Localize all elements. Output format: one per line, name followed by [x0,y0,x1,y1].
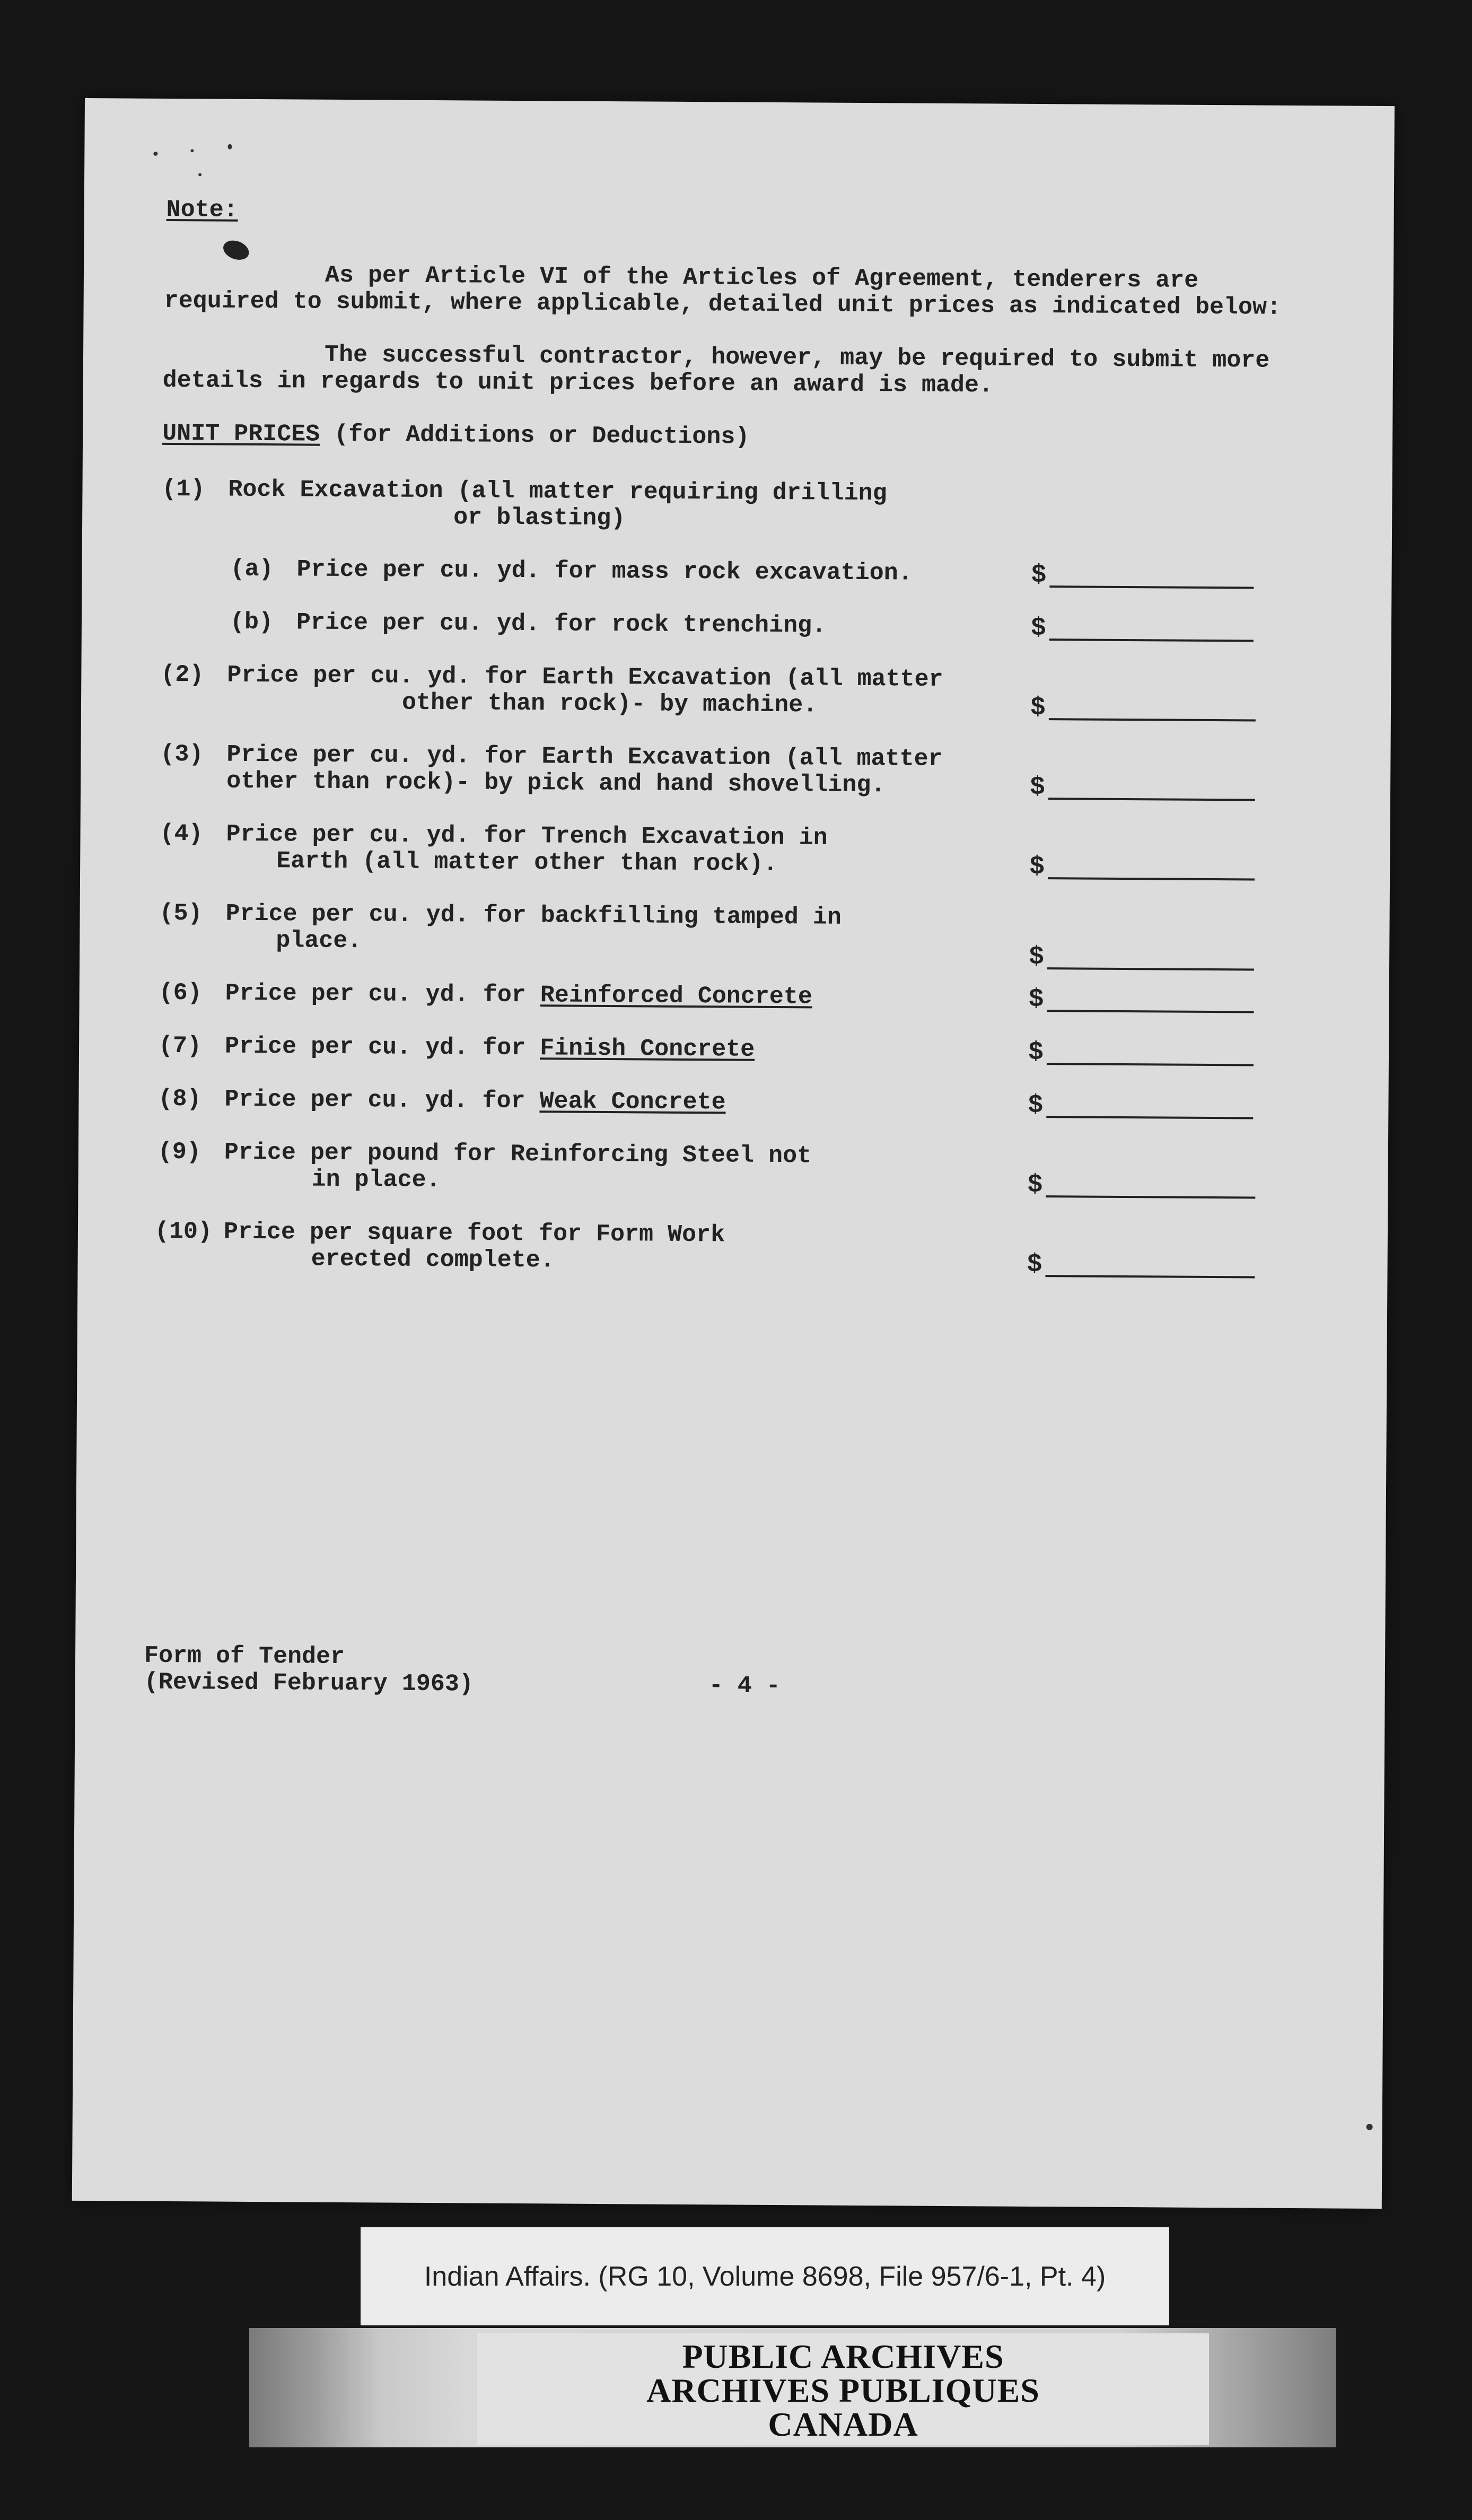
price-blank[interactable] [1049,718,1256,721]
item-number: (10) [154,1218,213,1246]
item-text: Earth (all matter other than rock). [276,847,778,878]
item-number: (9) [157,1138,201,1166]
item-text [225,1034,755,1063]
unit-prices-title [162,421,750,451]
stamp-line-2: ARCHIVES PUBLIQUES [646,2372,1040,2409]
price-blank[interactable] [1048,798,1255,801]
item-text [225,981,812,1011]
unit-prices-heading: UNIT PRICES [162,419,320,448]
price-blank[interactable] [1049,638,1254,642]
price-blank[interactable] [1045,1275,1255,1278]
item-text: Price per cu. yd. for Trench Excavation in [226,820,828,852]
item-number: (5) [159,899,203,928]
page-number: - 4 - [708,1672,781,1700]
dollar-sign: $ [1031,561,1047,590]
item-text: Rock Excavation (all matter requiring drilling [228,476,887,508]
item-text [224,1087,725,1116]
price-blank[interactable] [1046,1116,1253,1119]
dollar-sign: $ [1029,852,1045,882]
dollar-sign: $ [1027,1170,1043,1200]
item-number: (8) [158,1085,201,1113]
paper-speck [227,144,232,150]
dollar-sign: $ [1028,942,1045,972]
stamp-line-3: CANADA [768,2405,918,2443]
archive-stamp [477,2333,1209,2445]
paper-speck [153,152,157,156]
dollar-sign: $ [1028,1038,1044,1068]
dollar-sign: $ [1028,985,1044,1014]
item-text: Price per pound for Reinforcing Steel not [224,1139,812,1170]
item-underlined: Weak Concrete [539,1088,726,1116]
dollar-sign: $ [1029,773,1046,802]
item-number: (6) [159,979,202,1007]
price-blank[interactable] [1046,1195,1255,1198]
item-text: Price per cu. yd. for Earth Excavation (all matter [227,661,943,693]
paragraph-2-line-2: details in regards to unit prices before an award is made. [162,366,994,399]
paragraph-2-line-1: The successful contractor, however, may be required to submit more [324,341,1270,374]
paper-speck [1366,2124,1373,2130]
price-blank[interactable] [1049,585,1254,589]
archive-reference-label: Indian Affairs. (RG 10, Volume 8698, File 957/6-1, Pt. 4) [361,2227,1169,2325]
dollar-sign: $ [1030,614,1046,643]
unit-prices-suffix: (for Additions or Deductions) [334,421,750,451]
item-text: erected complete. [311,1245,555,1274]
item-text: other than rock)- by pick and hand shovelling. [226,767,886,799]
item-text: Price per cu. yd. for mass rock excavation. [296,556,913,587]
price-blank[interactable] [1047,1063,1254,1066]
item-number: (4) [160,820,203,848]
item-text: Price per cu. yd. for Earth Excavation (all matter [226,741,943,773]
dollar-sign: $ [1028,1091,1044,1121]
item-text: or blasting) [453,504,626,532]
dollar-sign: $ [1027,1250,1042,1280]
ink-blot [221,237,252,263]
item-prefix: Price per cu. yd. for [224,1086,540,1115]
item-number: (7) [158,1032,202,1060]
item-prefix: Price per cu. yd. for [224,1032,540,1062]
item-text: place. [276,927,362,955]
paragraph-1-line-2: required to submit, where applicable, detailed unit prices as indicated below: [164,287,1282,321]
item-text: Price per cu. yd. for rock trenching. [296,609,827,640]
item-number: (a) [230,555,274,583]
note-heading: Note: [166,196,238,224]
item-number: (b) [230,608,274,636]
item-prefix: Price per cu. yd. for [225,979,540,1009]
document-sheet [72,98,1395,2209]
paragraph-1-line-1: As per Article VI of the Articles of Agreement, tenderers are [325,261,1199,294]
item-text: other than rock)- by machine. [401,689,818,719]
item-text: Price per cu. yd. for backfilling tamped in [225,900,842,931]
item-number: (3) [160,740,204,768]
paper-speck [198,173,201,176]
paper-speck [190,149,194,152]
item-number: (2) [161,661,204,689]
item-text: in place. [311,1166,441,1194]
stamp-line-1: PUBLIC ARCHIVES [682,2338,1004,2375]
price-blank[interactable] [1047,1010,1254,1013]
item-number: (1) [162,475,205,503]
dollar-sign: $ [1030,693,1046,723]
price-blank[interactable] [1048,877,1255,880]
item-text: Price per square foot for Form Work [223,1218,725,1249]
item-underlined: Reinforced Concrete [540,982,813,1011]
price-blank[interactable] [1047,967,1254,970]
form-revision: (Revised February 1963) [144,1668,474,1698]
form-title: Form of Tender [144,1642,345,1671]
item-underlined: Finish Concrete [540,1035,755,1063]
